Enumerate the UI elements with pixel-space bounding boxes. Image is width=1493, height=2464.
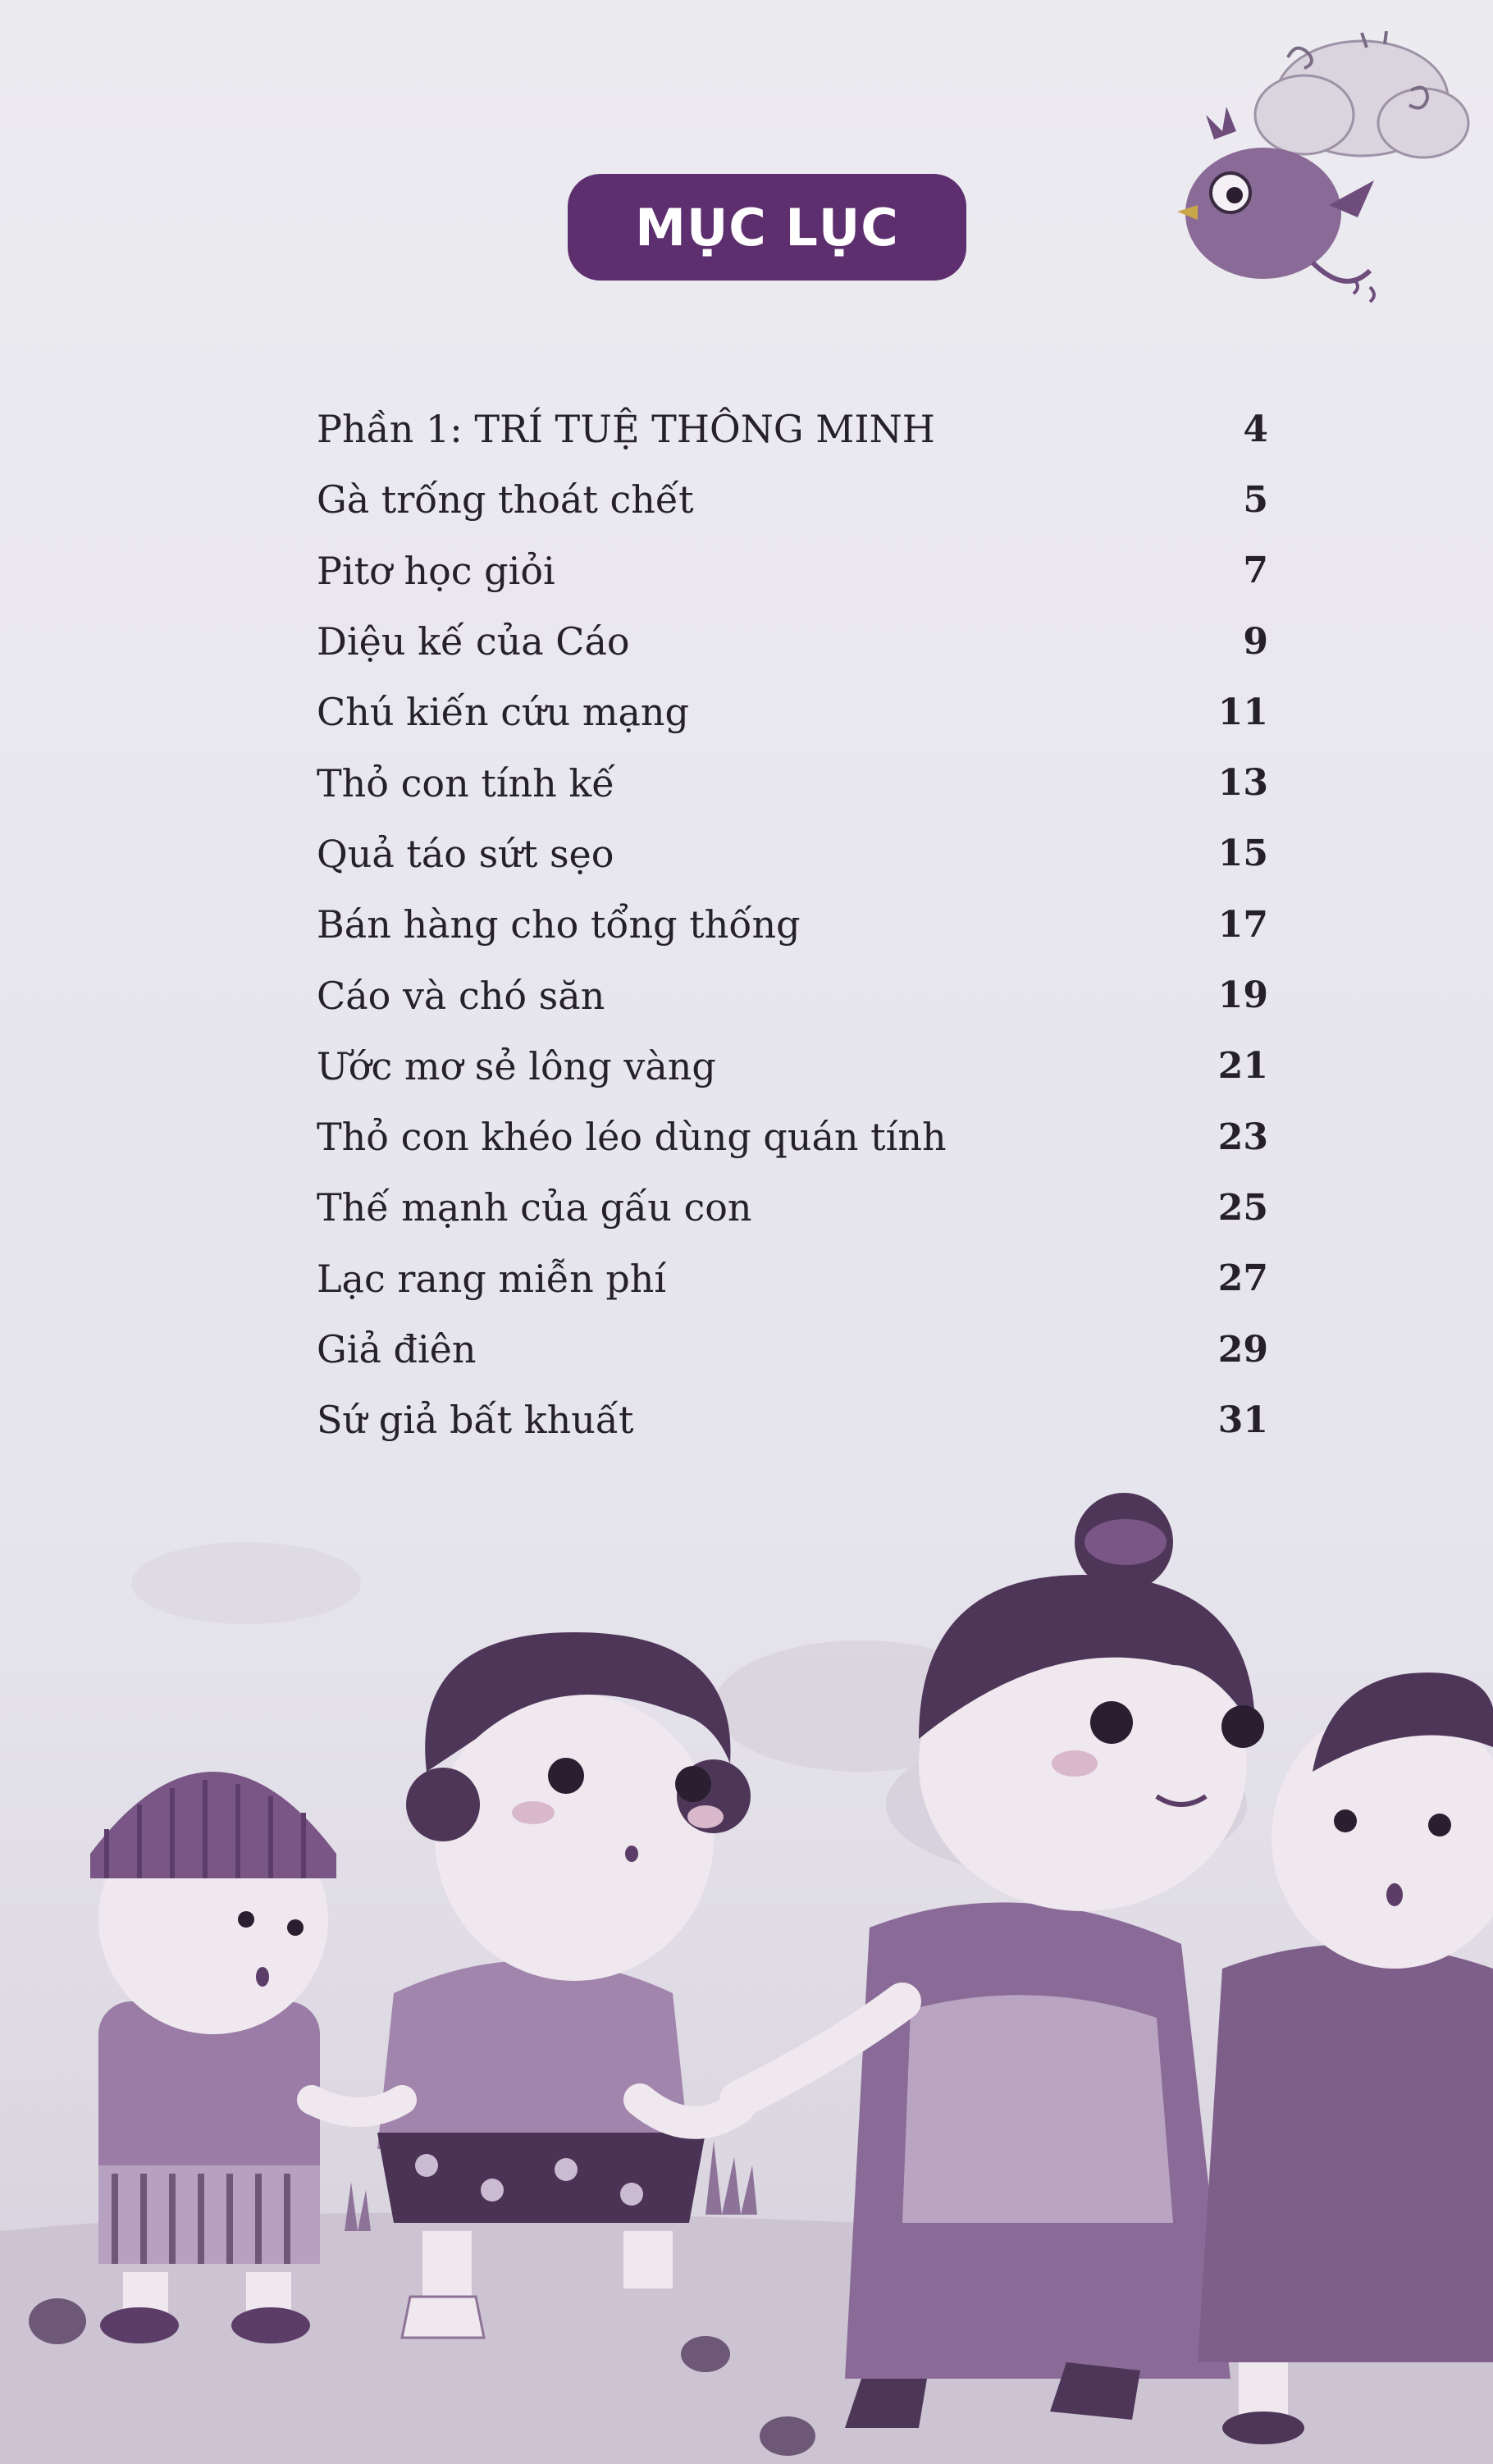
- toc-entry-page-number: 5: [1243, 478, 1268, 521]
- toc-entry-title: Diệu kế của Cáo: [317, 619, 630, 664]
- toc-entry-title: Phần 1: TRÍ TUỆ THÔNG MINH: [317, 407, 935, 452]
- toc-entry-title: Bán hàng cho tổng thống: [317, 902, 801, 947]
- toc-entry-page-number: 4: [1243, 408, 1268, 450]
- toc-entry-page-number: 9: [1243, 620, 1268, 663]
- toc-entry-title: Gà trống thoát chết: [317, 477, 694, 522]
- child-1: [90, 1772, 336, 2343]
- page-title: MỤC LỤC: [635, 197, 899, 258]
- toc-entry-title: Quả táo sứt sẹo: [317, 831, 614, 876]
- toc-entry-page-number: 31: [1217, 1399, 1268, 1441]
- toc-entry-title: Thỏ con tính kế: [317, 760, 615, 805]
- toc-entry-page-number: 23: [1217, 1116, 1268, 1158]
- toc-entry-page-number: 7: [1243, 550, 1268, 592]
- toc-entry-title: Giả điên: [317, 1327, 477, 1371]
- toc-entry-page-number: 11: [1217, 691, 1268, 733]
- toc-entry-page-number: 29: [1217, 1328, 1268, 1371]
- toc-entry-title: Ước mơ sẻ lông vàng: [317, 1043, 716, 1088]
- toc-entry-page-number: 19: [1217, 974, 1268, 1017]
- toc-entry-page-number: 21: [1217, 1045, 1268, 1088]
- toc-entry-title: Chú kiến cứu mạng: [317, 690, 689, 735]
- toc-entry-title: Thỏ con khéo léo dùng quán tính: [317, 1115, 947, 1160]
- toc-entry-title: Lạc rang miễn phí: [317, 1256, 667, 1301]
- toc-entry-title: Cáo và chó săn: [317, 973, 605, 1018]
- toc-entry-page-number: 13: [1217, 762, 1268, 805]
- toc-entry-page-number: 25: [1217, 1186, 1268, 1229]
- toc-entry-title: Thế mạnh của gấu con: [317, 1185, 752, 1230]
- toc-entry-page-number: 17: [1217, 903, 1268, 946]
- toc-entry-title: Pitơ học giỏi: [317, 548, 555, 593]
- toc-entry-title: Sứ giả bất khuất: [317, 1398, 634, 1443]
- toc-entry-page-number: 27: [1217, 1257, 1268, 1300]
- toc-entry-page-number: 15: [1217, 833, 1268, 875]
